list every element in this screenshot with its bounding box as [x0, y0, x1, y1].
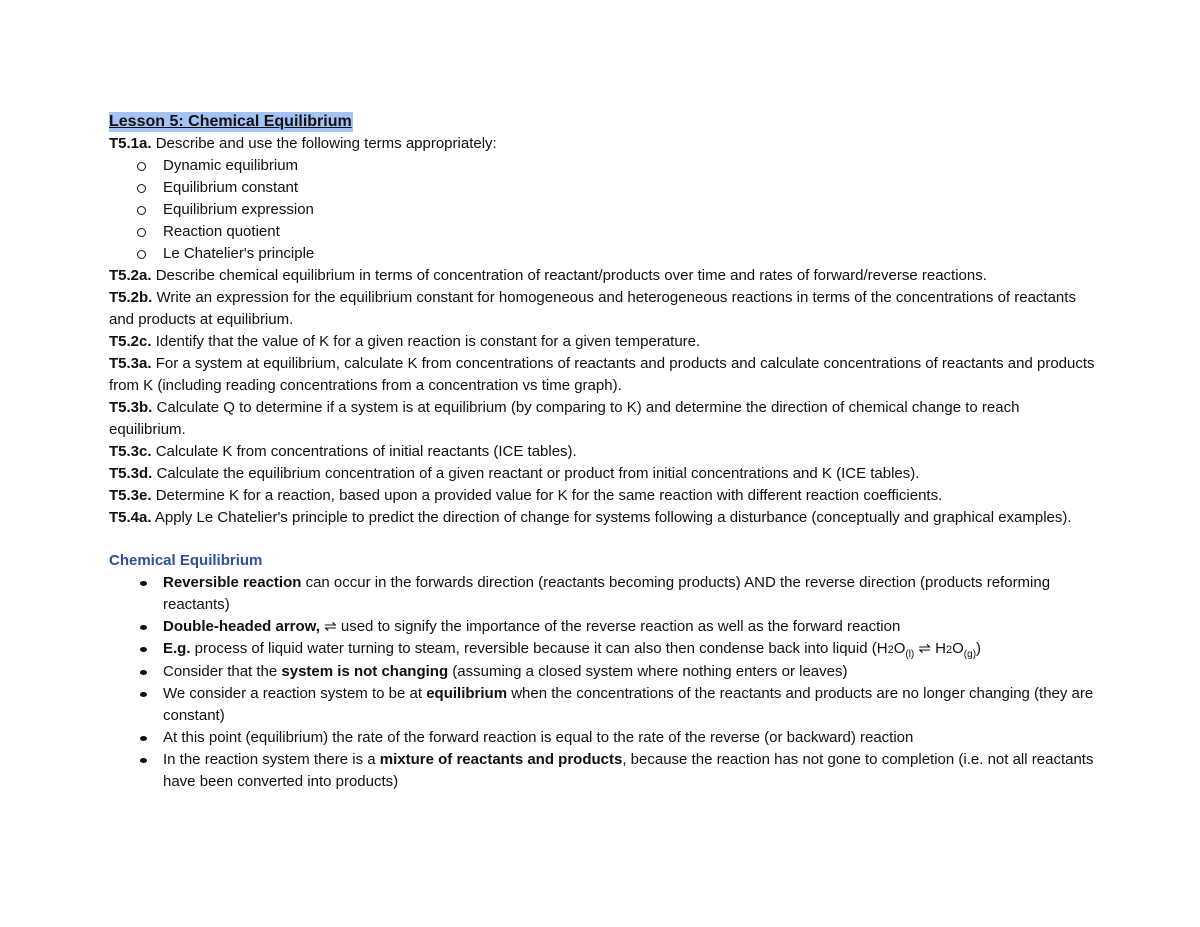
bold-term: E.g. [163, 640, 191, 657]
bold-term: system is not changing [281, 663, 449, 680]
objective-text: Determine K for a reaction, based upon a provided value for K for the same reaction with different reaction coefficients. [151, 487, 943, 504]
objective-text: Calculate K from concentrations of initial reactants (ICE tables). [151, 443, 577, 460]
objective-t5-1a [109, 133, 1099, 155]
objective-code: T5.1a. [109, 135, 152, 152]
subscript: 2 [946, 644, 953, 656]
circle-bullet-icon [137, 228, 146, 237]
objective-code: T5.4a. [109, 509, 152, 526]
objective-t5-3a [109, 353, 1099, 397]
bullet-text: Consider that the [163, 663, 282, 680]
circle-bullet-icon [137, 162, 146, 171]
circle-bullet-icon [137, 184, 146, 193]
objective-t5-3b [109, 397, 1099, 441]
bullet-text: ⇌ used to signify the importance of the reverse reaction as well as the forward reaction [319, 618, 901, 635]
term-text: Equilibrium constant [163, 179, 299, 196]
bullet-text: In the reaction system there is a [163, 751, 380, 768]
bold-term: mixture of reactants and products [379, 751, 623, 768]
list-item [109, 221, 1099, 243]
objective-t5-2a [109, 265, 1099, 287]
objective-text: For a system at equilibrium, calculate K from concentrations of reactants and products and calculate concentrations of reactants and products from K (including reading concentrations from a concentration vs time graph). [109, 355, 1095, 394]
bullet-text: We consider a reaction system to be at [163, 685, 427, 702]
document-page [109, 111, 1099, 793]
list-item [109, 638, 1099, 661]
bold-term: Reversible reaction [163, 574, 302, 591]
list-item [109, 616, 1099, 638]
term-text: Le Chatelier's principle [163, 245, 315, 262]
circle-bullet-icon [137, 206, 146, 215]
bullet-dot-icon [140, 758, 147, 763]
objective-t5-4a [109, 507, 1099, 529]
section-heading: Chemical Equilibrium [109, 552, 263, 569]
list-item [109, 683, 1099, 727]
term-text: Reaction quotient [163, 223, 280, 240]
objective-t5-3e [109, 485, 1099, 507]
objective-code: T5.2a. [109, 267, 152, 284]
objective-text: Calculate Q to determine if a system is at equilibrium (by comparing to K) and determine the direction of chemical change to reach equilibrium. [109, 399, 1020, 438]
list-item [109, 749, 1099, 793]
terms-list [109, 155, 1099, 265]
objective-code: T5.3d. [109, 465, 153, 482]
objective-text: Describe and use the following terms appropriately: [151, 135, 497, 152]
objective-t5-2b [109, 287, 1099, 331]
objective-text: Apply Le Chatelier's principle to predict the direction of change for systems following a disturbance (conceptually and graphical examples). [151, 509, 1072, 526]
bullet-dot-icon [140, 670, 147, 675]
bold-term: Double-headed arrow, [163, 618, 320, 635]
objective-text: Identify that the value of K for a given reaction is constant for a given temperature. [151, 333, 701, 350]
objective-text: Calculate the equilibrium concentration of a given reactant or product from initial concentrations and K (ICE tables). [152, 465, 920, 482]
list-item [109, 199, 1099, 221]
bullet-dot-icon [140, 647, 147, 652]
list-item [109, 155, 1099, 177]
circle-bullet-icon [137, 250, 146, 259]
bullet-text: process of liquid water turning to steam, reversible because it can also then condense back into liquid (H [190, 640, 888, 657]
bullet-dot-icon [140, 581, 147, 586]
lesson-title: Lesson 5: Chemical Equilibrium [109, 113, 352, 130]
state-subscript: (g) [963, 649, 977, 660]
bullet-dot-icon [140, 736, 147, 741]
subscript: 2 [887, 644, 894, 656]
bullet-text: , because the reaction has not gone to completion (i.e. not all reactants have been converted into products) [163, 751, 1094, 790]
list-item [109, 177, 1099, 199]
bullet-dot-icon [140, 692, 147, 697]
bold-term: equilibrium [426, 685, 508, 702]
bullet-dot-icon [140, 625, 147, 630]
objective-t5-3d [109, 463, 1099, 485]
bullet-text: when the concentrations of the reactants and products are no longer changing (they are constant) [163, 685, 1094, 724]
bullet-text: ⇌ H [914, 640, 946, 657]
objective-code: T5.3c. [109, 443, 152, 460]
objective-code: T5.2c. [109, 333, 152, 350]
objective-code: T5.3b. [109, 399, 153, 416]
equilibrium-bullets [109, 572, 1099, 793]
term-text: Dynamic equilibrium [163, 157, 299, 174]
bullet-text: (assuming a closed system where nothing enters or leaves) [448, 663, 848, 680]
list-item [109, 727, 1099, 749]
bullet-text: O [893, 640, 906, 657]
objective-t5-3c [109, 441, 1099, 463]
bullet-text: O [952, 640, 964, 657]
objective-t5-2c [109, 331, 1099, 353]
lesson-title-row [109, 111, 1099, 133]
bullet-text: ) [976, 640, 982, 657]
objective-code: T5.3a. [109, 355, 152, 372]
objective-code: T5.3e. [109, 487, 152, 504]
state-subscript: (l) [905, 649, 915, 660]
list-item [109, 661, 1099, 683]
bullet-text: At this point (equilibrium) the rate of the forward reaction is equal to the rate of the reverse (or backward) reaction [163, 729, 914, 746]
objective-text: Describe chemical equilibrium in terms of concentration of reactant/products over time and rates of forward/reverse reactions. [151, 267, 987, 284]
list-item [109, 572, 1099, 616]
term-text: Equilibrium expression [163, 201, 314, 218]
list-item [109, 243, 1099, 265]
objective-text: Write an expression for the equilibrium constant for homogeneous and heterogeneous reactions in terms of the concentrations of reactants and products at equilibrium. [109, 289, 1076, 328]
objective-code: T5.2b. [109, 289, 153, 306]
bullet-text: can occur in the forwards direction (reactants becoming products) AND the reverse direction (products reforming reactants) [163, 574, 1051, 613]
